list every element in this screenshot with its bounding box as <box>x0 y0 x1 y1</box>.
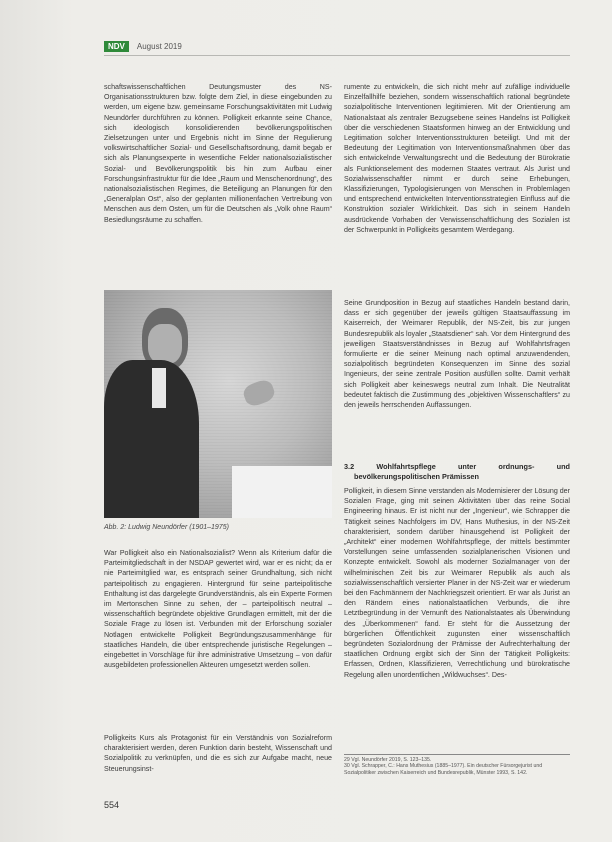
issue-date: August 2019 <box>136 41 182 51</box>
right-column-section <box>344 458 570 748</box>
paragraph: rumente zu entwickeln, die sich nicht mehr auf zufällige individuelle Einzelfallhilfe beziehen, sondern wissenschaftlich rational begründete sozialpolitische Interventionen legitimieren. Mit der Orientierung am Nationalstaat als zentraler Bezugsebene seines Handelns ist Polligkeit über die verschiedenen Staatsformen hinweg an der Entwicklung und Legitimation solcher Interventionsstrukturen beteiligt. Und mit der Bedeutung der Legitimation von Interventionsmaßnahmen über das sich entwickelnde Verwaltungsrecht und die Bedeutung der Bürokratie als Funktionselement des modernen Staates vertraut. Als Jurist und Sozialwissenschaftler nimmt er durch seine Erhebungen, Klassifizierungen, Typologisierungen von Menschen in Problemlagen und entsprechend entwickelten Interventionsstrategien Einfluss auf die Konstruktion sozialer Wirklichkeit. Das sich in seinem Handeln ausdrückende Vorhaben der Verwissenschaftlichung des Sozialen ist der Schwerpunkt in Polligkeits gesamtem Werdegang. <box>344 83 570 234</box>
journal-badge: NDV <box>104 41 129 52</box>
page-number: 554 <box>104 800 120 810</box>
paragraph: War Polligkeit also ein Nationalsozialist? Wenn als Kriterium dafür die Parteimitgliedschaft in der NSDAP gewertet wird, war er es nicht; da er nie Parteimitglied war, es entsprach seiner Grundhaltung, sich nicht parteipolitisch zu engagieren. Hintergrund für seine parteipolitische Enthaltung ist das dargelegte Grundverständnis, als ein Experte Formen im Mertonschen Sinne zu sehen, der – parteipolitisch neutral – wissenschaftlich begründete objektive Grundlagen ermittelt, mit der die Soziale Frage zu lösen ist. Verbunden mit der Erforschung sozialer Notlagen entwickelte Polligkeit Begründungszusammenhänge für staatliches Handeln, die über entsprechende juristische Regelungen – eingebettet in Vorschläge für ihre administrative Umsetzung – von dafür ausgebildeten professionellen Akteuren umgesetzt werden sollen. <box>104 549 332 670</box>
footnote: 29 Vgl. Neundörfer 2019, S. 123–135. <box>344 757 432 763</box>
left-column-middle <box>104 548 332 723</box>
running-header <box>104 40 182 52</box>
portrait-photo <box>104 290 332 518</box>
footnote: 30 Vgl. Schrapper, C.: Hans Muthesius (1885–1977). Ein deutscher Fürsorgejurist und Sozialpolitiker zwischen Kaiserreich und Bundesrepublik, Münster 1993, S. 142. <box>344 763 543 776</box>
left-column-bottom <box>104 733 332 785</box>
paragraph: Polligkeit, in diesem Sinne verstanden als Modernisierer der Lösung der Sozialen Frage, ging mit seinen Aktivitäten über das reine Social Engineering hinaus. Er ist nicht nur der „Ingenieur“, wie Schrapper die Tätigkeit seines Nachfolgers im DV, Hans Muthesius, in der NS-Zeit charakterisiert, sondern darüber hinausgehend ist Polligkeit der „Architekt“ einer modernen Wohlfahrtspflege, der mittels bestimmter Vorstellungen seine umfassenden sozialplanerischen Visionen und Konzepte entwickelt. Sowohl als moderner Sozialmanager von der wilhelminischen Zeit bis zur Weimarer Republik als auch als sozialwissenschaftlich versierter Planer in der NS-Zeit war er wiederum bei den Fachmännern der Nachkriegszeit orientiert. Er war als Jurist an den Rändern eines nationalstaatlichen Verbunds, die ihre Letztbegründung in der Vernunft des Nationalstaates als Überwindung des „Überkommenen“ fand. Er steht für die Aussetzung der bürgerlichen Öffentlichkeit zugunsten einer wissenschaftlich begründeten Sozialordnung der Prämisse der Aufrechterhaltung der staatlichen Ordnung ergibt sich der Sinn der Tätigkeit Polligkeits: Erfassen, Ordnen, Klassifizieren, Verrechtlichung und bürokratische Regelung allen unordentlichen „Wildwuchses“. Des- <box>344 487 570 679</box>
header-rule <box>104 55 570 56</box>
left-column-top <box>104 82 332 287</box>
paragraph: Seine Grundposition in Bezug auf staatliches Handeln bestand darin, dass er sich gegenüber der jeweils gültigen Staatsauffassung im Kaiserreich, der Weimarer Republik, der NS-Zeit, bis zur jungen Bundesrepublik als loyaler „Staatsdiener“ sah. Vor dem Hintergrund des jeweiligen Staatsverständnisses in Bezug auf Wohlfahrtsfragen formulierte er die seiner Meinung nach optimal anzuwendenden, sozialpolitisch begründeten Konsequenzen im Sinne des sozial Ingenieurs, der seine zentrale Position ausfüllen sollte. Damit verhält sich Polligkeit aber keineswegs neutral zum Inhalt. Die Neutralität bedeutet faktisch die Zustimmung des „objektiven Wissenschaftlers“ zu den jeweils herrschenden Auffassungen. <box>344 299 570 410</box>
right-column-top <box>344 82 570 290</box>
footnotes <box>344 754 570 776</box>
paragraph: Polligkeits Kurs als Protagonist für ein Verständnis von Sozialreform charakterisiert werden, deren Funktion darin besteht, Wissenschaft und Sozialpolitik zu verknüpfen, und die es sich zur Aufgabe macht, neue Steuerungsinst- <box>104 734 332 773</box>
photo-caption: Abb. 2: Ludwig Neundörfer (1901–1975) <box>104 524 229 531</box>
paragraph: schaftswissenschaftlichen Deutungsmuster des NS-Organisationsstrukturen bzw. folgte dem Ziel, in diese eingebunden zu werden, um eigene bzw. gemeinsame Forschungsaktivitäten mit Ludwig Neundörfer durchführen zu können. Polligkeit erkannte seine Chance, sich ideologisch konsolidierenden bevölkerungspolitischen Zielsetzungen unter und Ergebnis nicht im Sinne der Regulierung volkswirtschaftlicher Sozial- und Gesellschaftsordnung, damit begab er sich als Planungsexperte in wesentliche Felder nationalsozialistischer Sozial- und Bevölkerungspolitik bis hin zum Aufbau einer Forschungsinfrastruktur für die Idee „Raum und Menschenordnung“, des nationalsozialistischen Regimes, die Beteiligung an Planungen für den „Generalplan Ost“, also der geplanten millionenfachen Vertreibung von Menschen aus dem Osten, um für die Deutschen als „Volk ohne Raum“ Besiedlungsräume zu schaffen. <box>104 83 332 224</box>
section-heading: 3.2 Wohlfahrtspflege unter ordnungs- und bevölkerungspolitischen Prämissen <box>344 462 570 481</box>
right-column-middle <box>344 298 570 446</box>
